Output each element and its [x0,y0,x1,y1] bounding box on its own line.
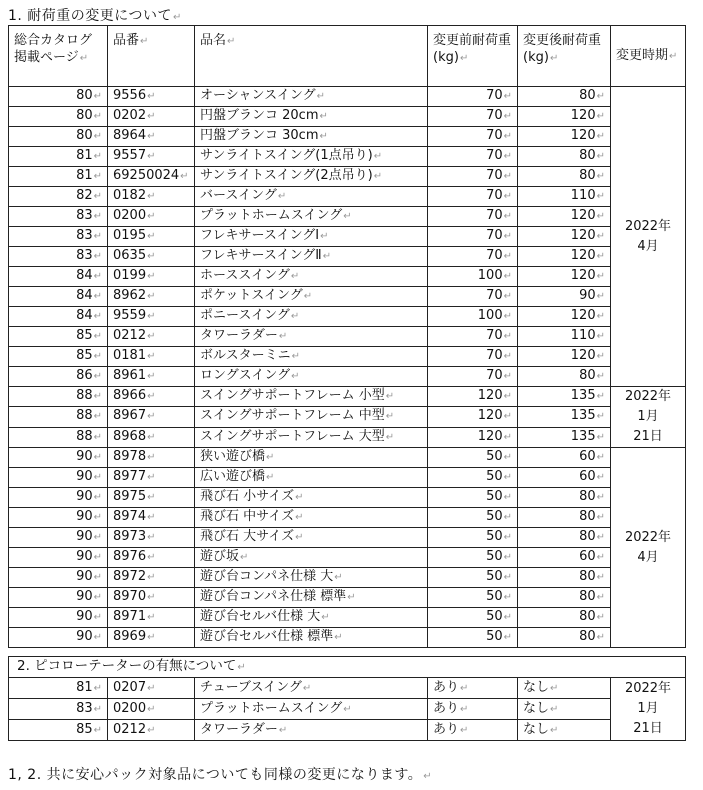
after-load-cell: 120↵ [518,227,611,247]
header-change-time: 変更時期↵ [611,26,686,87]
catalog-page-cell: 90↵ [9,528,108,548]
rotator-before-cell: あり↵ [428,720,518,741]
change-time-cell: 2022年 1月 21日 [611,678,686,741]
product-code-cell: 8970↵ [108,588,195,608]
table-row [9,528,686,548]
product-code-cell: 8964↵ [108,127,195,147]
after-load-cell: 60↵ [518,468,611,488]
product-name-cell: 飛び石 中サイズ↵ [195,508,428,528]
after-load-cell: 80↵ [518,608,611,628]
product-name-cell: チューブスイング↵ [195,678,428,699]
rotator-after-cell: なし↵ [518,678,611,699]
product-name-cell: タワーラダー↵ [195,327,428,347]
catalog-page-cell: 85↵ [9,327,108,347]
table-row [9,147,686,167]
table-row [9,247,686,267]
after-load-cell: 120↵ [518,347,611,367]
product-code-cell: 0182↵ [108,187,195,207]
after-load-cell: 80↵ [518,167,611,187]
product-name-cell: 飛び石 大サイズ↵ [195,528,428,548]
header-before-load: 変更前耐荷重(kg)↵ [428,26,518,87]
rotator-after-cell: なし↵ [518,699,611,720]
before-load-cell: 50↵ [428,628,518,648]
catalog-page-cell: 81↵ [9,678,108,699]
product-code-cell: 9559↵ [108,307,195,327]
catalog-page-cell: 82↵ [9,187,108,207]
section-2-heading-cell: 2. ピコローテーターの有無について↵ [9,657,686,678]
table-row [9,699,686,720]
product-name-cell: 飛び石 小サイズ↵ [195,488,428,508]
product-code-cell: 8973↵ [108,528,195,548]
before-load-cell: 50↵ [428,448,518,468]
product-name-cell: サンライトスイング(2点吊り)↵ [195,167,428,187]
table-row [9,347,686,367]
product-name-cell: ボルスターミニ↵ [195,347,428,367]
before-load-cell: 50↵ [428,508,518,528]
table-row [9,407,686,427]
product-name-cell: フレキサースイングⅠ↵ [195,227,428,247]
product-code-cell: 0199↵ [108,267,195,287]
after-load-cell: 135↵ [518,387,611,407]
product-name-cell: プラットホームスイング↵ [195,699,428,720]
rotator-before-cell: あり↵ [428,699,518,720]
table-row [9,678,686,699]
catalog-page-cell: 90↵ [9,448,108,468]
catalog-page-cell: 90↵ [9,568,108,588]
product-code-cell: 8975↵ [108,488,195,508]
before-load-cell: 50↵ [428,568,518,588]
product-name-cell: バースイング↵ [195,187,428,207]
header-catalog-page: 総合カタログ掲載ページ↵ [9,26,108,87]
before-load-cell: 120↵ [428,407,518,427]
after-load-cell: 135↵ [518,427,611,447]
before-load-cell: 70↵ [428,347,518,367]
catalog-page-cell: 81↵ [9,167,108,187]
load-capacity-table-body [9,87,686,648]
before-load-cell: 50↵ [428,548,518,568]
catalog-page-cell: 80↵ [9,127,108,147]
table-row [9,628,686,648]
after-load-cell: 60↵ [518,448,611,468]
product-name-cell: ポケットスイング↵ [195,287,428,307]
rotator-table-body [9,657,686,741]
product-name-cell: フレキサースイングⅡ↵ [195,247,428,267]
product-name-cell: サンライトスイング(1点吊り)↵ [195,147,428,167]
product-code-cell: 0200↵ [108,699,195,720]
catalog-page-cell: 83↵ [9,207,108,227]
product-code-cell: 9557↵ [108,147,195,167]
product-code-cell: 0200↵ [108,207,195,227]
after-load-cell: 110↵ [518,187,611,207]
catalog-page-cell: 90↵ [9,548,108,568]
catalog-page-cell: 85↵ [9,720,108,741]
before-load-cell: 100↵ [428,267,518,287]
after-load-cell: 80↵ [518,628,611,648]
catalog-page-cell: 90↵ [9,508,108,528]
after-load-cell: 120↵ [518,307,611,327]
table-row [9,307,686,327]
rotator-before-cell: あり↵ [428,678,518,699]
product-name-cell: オーシャンスイング↵ [195,87,428,107]
product-code-cell: 8976↵ [108,548,195,568]
catalog-page-cell: 90↵ [9,468,108,488]
before-load-cell: 50↵ [428,468,518,488]
catalog-page-cell: 81↵ [9,147,108,167]
product-code-cell: 0195↵ [108,227,195,247]
before-load-cell: 70↵ [428,287,518,307]
before-load-cell: 70↵ [428,227,518,247]
before-load-cell: 120↵ [428,387,518,407]
product-code-cell: 8972↵ [108,568,195,588]
after-load-cell: 80↵ [518,147,611,167]
after-load-cell: 80↵ [518,87,611,107]
product-name-cell: ホーススイング↵ [195,267,428,287]
product-name-cell: 円盤ブランコ 30cm↵ [195,127,428,147]
product-name-cell: タワーラダー↵ [195,720,428,741]
table-row [9,488,686,508]
table-row [9,207,686,227]
product-name-cell: スイングサポートフレーム 中型↵ [195,407,428,427]
table-row [9,267,686,287]
after-load-cell: 120↵ [518,247,611,267]
table-row [9,387,686,407]
table-row [9,548,686,568]
table-row [9,107,686,127]
product-code-cell: 0207↵ [108,678,195,699]
after-load-cell: 80↵ [518,367,611,387]
after-load-cell: 120↵ [518,267,611,287]
load-capacity-table [8,25,686,648]
product-code-cell: 8969↵ [108,628,195,648]
product-code-cell: 0635↵ [108,247,195,267]
catalog-page-cell: 90↵ [9,488,108,508]
catalog-page-cell: 88↵ [9,407,108,427]
table-row [9,568,686,588]
after-load-cell: 90↵ [518,287,611,307]
header-product-name: 品名↵ [195,26,428,87]
before-load-cell: 70↵ [428,367,518,387]
catalog-page-cell: 80↵ [9,107,108,127]
table-row [9,508,686,528]
product-name-cell: プラットホームスイング↵ [195,207,428,227]
catalog-page-cell: 88↵ [9,427,108,447]
before-load-cell: 70↵ [428,327,518,347]
change-time-cell: 2022年 1月 21日 [611,387,686,448]
catalog-page-cell: 90↵ [9,628,108,648]
product-code-cell: 69250024↵ [108,167,195,187]
before-load-cell: 70↵ [428,147,518,167]
before-load-cell: 70↵ [428,187,518,207]
product-name-cell: 広い遊び橋↵ [195,468,428,488]
catalog-page-cell: 86↵ [9,367,108,387]
product-code-cell: 8974↵ [108,508,195,528]
before-load-cell: 120↵ [428,427,518,447]
table-row [9,608,686,628]
table-row [9,127,686,147]
before-load-cell: 50↵ [428,608,518,628]
catalog-page-cell: 80↵ [9,87,108,107]
catalog-page-cell: 85↵ [9,347,108,367]
product-name-cell: スイングサポートフレーム 大型↵ [195,427,428,447]
product-name-cell: ポニースイング↵ [195,307,428,327]
after-load-cell: 80↵ [518,588,611,608]
table-row [9,327,686,347]
before-load-cell: 50↵ [428,588,518,608]
product-code-cell: 0181↵ [108,347,195,367]
product-code-cell: 9556↵ [108,87,195,107]
table-header-row [9,26,686,87]
before-load-cell: 50↵ [428,488,518,508]
product-name-cell: 遊び台セルバ仕様 標準↵ [195,628,428,648]
catalog-page-cell: 84↵ [9,307,108,327]
product-code-cell: 0212↵ [108,327,195,347]
product-name-cell: ロングスイング↵ [195,367,428,387]
header-after-load: 変更後耐荷重(kg)↵ [518,26,611,87]
before-load-cell: 70↵ [428,247,518,267]
after-load-cell: 80↵ [518,488,611,508]
after-load-cell: 120↵ [518,127,611,147]
after-load-cell: 80↵ [518,528,611,548]
product-code-cell: 8962↵ [108,287,195,307]
after-load-cell: 110↵ [518,327,611,347]
change-time-cell: 2022年 4月 [611,448,686,648]
table-row [9,187,686,207]
product-name-cell: 狭い遊び橋↵ [195,448,428,468]
product-code-cell: 8961↵ [108,367,195,387]
product-code-cell: 8977↵ [108,468,195,488]
before-load-cell: 70↵ [428,107,518,127]
catalog-page-cell: 84↵ [9,267,108,287]
table-row [9,720,686,741]
product-name-cell: スイングサポートフレーム 小型↵ [195,387,428,407]
before-load-cell: 50↵ [428,528,518,548]
product-name-cell: 遊び台コンパネ仕様 大↵ [195,568,428,588]
paragraph-mark: ↵ [173,12,182,23]
table-row [9,588,686,608]
product-name-cell: 遊び台セルバ仕様 大↵ [195,608,428,628]
catalog-page-cell: 83↵ [9,699,108,720]
catalog-page-cell: 84↵ [9,287,108,307]
after-load-cell: 135↵ [518,407,611,427]
product-name-cell: 遊び台コンパネ仕様 標準↵ [195,588,428,608]
table-row [9,227,686,247]
table-row [9,87,686,107]
before-load-cell: 70↵ [428,207,518,227]
section-1-heading: 1. 耐荷重の変更について↵ [8,8,182,24]
product-code-cell: 8968↵ [108,427,195,447]
section-2-heading-row [9,657,686,678]
before-load-cell: 100↵ [428,307,518,327]
catalog-page-cell: 90↵ [9,608,108,628]
rotator-after-cell: なし↵ [518,720,611,741]
product-code-cell: 8966↵ [108,387,195,407]
after-load-cell: 80↵ [518,568,611,588]
catalog-page-cell: 83↵ [9,247,108,267]
header-product-code: 品番↵ [108,26,195,87]
product-code-cell: 8967↵ [108,407,195,427]
catalog-page-cell: 83↵ [9,227,108,247]
after-load-cell: 60↵ [518,548,611,568]
before-load-cell: 70↵ [428,127,518,147]
catalog-page-cell: 90↵ [9,588,108,608]
after-load-cell: 120↵ [518,207,611,227]
table-row [9,367,686,387]
after-load-cell: 120↵ [518,107,611,127]
table-row [9,427,686,447]
table-row [9,167,686,187]
before-load-cell: 70↵ [428,87,518,107]
catalog-page-cell: 88↵ [9,387,108,407]
table-row [9,448,686,468]
product-name-cell: 遊び坂↵ [195,548,428,568]
after-load-cell: 80↵ [518,508,611,528]
table-row [9,468,686,488]
product-code-cell: 0212↵ [108,720,195,741]
rotator-table [8,656,686,741]
before-load-cell: 70↵ [428,167,518,187]
product-code-cell: 8978↵ [108,448,195,468]
footnote: 1, 2. 共に安心パック対象品についても同様の変更になります。↵ [8,767,433,783]
product-code-cell: 0202↵ [108,107,195,127]
change-time-cell: 2022年 4月 [611,87,686,387]
product-name-cell: 円盤ブランコ 20cm↵ [195,107,428,127]
table-row [9,287,686,307]
product-code-cell: 8971↵ [108,608,195,628]
